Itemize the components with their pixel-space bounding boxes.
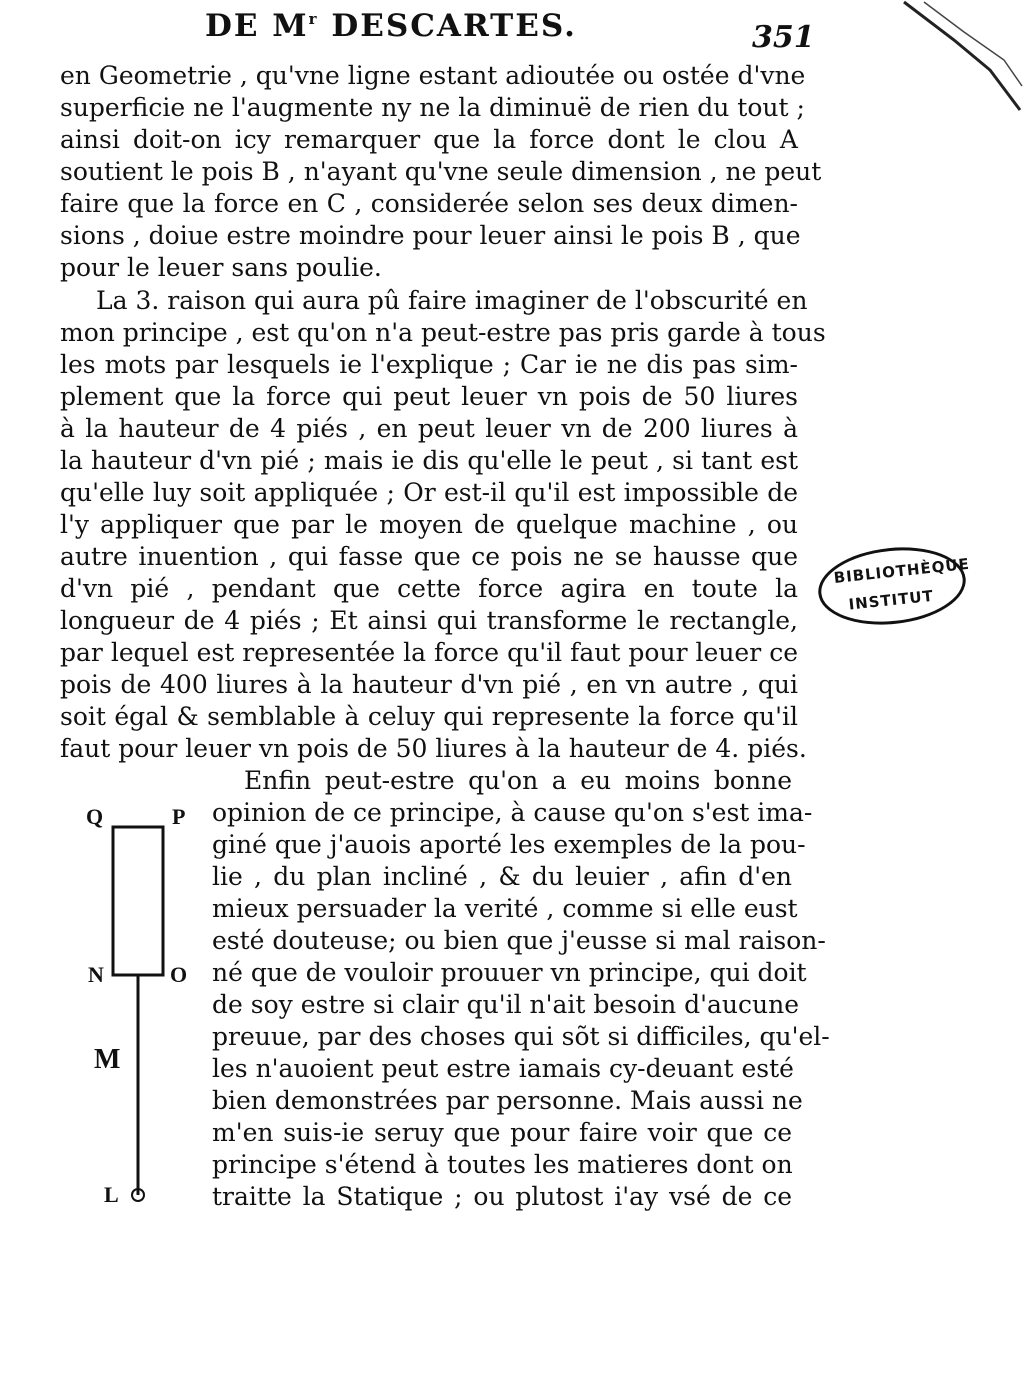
text-line: traitte la Statique ; ou plutost i'ay vsé de ce (212, 1182, 792, 1211)
text-line: esté douteuse; ou bien que j'eusse si mal raison- (212, 926, 826, 955)
text-line: ainsi doit-on icy remarquer que la force dont le clou A (60, 125, 798, 154)
text-line: m'en suis-ie seruy que pour faire voir que ce (212, 1118, 792, 1147)
text-line: lie , du plan incliné , & du leuier , afin d'en (212, 862, 792, 891)
text-line: principe s'étend à toutes les matieres dont on (212, 1150, 793, 1179)
figure-rectangle (113, 827, 163, 975)
text-line: de soy estre si clair qu'il n'ait besoin d'aucune (212, 990, 800, 1019)
text-line: l'y appliquer que par le moyen de quelque machine , ou (60, 510, 798, 539)
figure-drawing (80, 800, 200, 1220)
text-line: plement que la force qui peut leuer vn pois de 50 liures (60, 382, 798, 411)
text-line: d'vn pié , pendant que cette force agira en toute la (60, 574, 798, 603)
text-line: en Geometrie , qu'vne ligne estant adioutée ou ostée d'vne (60, 61, 806, 90)
text-line: pois de 400 liures à la hauteur d'vn pié , en vn autre , qui (60, 670, 798, 699)
text-line: opinion de ce principe, à cause qu'on s'est ima- (212, 798, 813, 827)
text-line: La 3. raison qui aura pû faire imaginer de l'obscurité en (96, 286, 808, 315)
text-line: les n'auoient peut estre iamais cy-deuant esté (212, 1054, 794, 1083)
text-line: pour le leuer sans poulie. (60, 253, 382, 282)
library-stamp (814, 540, 969, 631)
text-line: qu'elle luy soit appliquée ; Or est-il qu'il est impossible de (60, 478, 798, 507)
figure-label-n: N (88, 962, 104, 987)
figure-label-l: L (104, 1182, 119, 1207)
text-line: bien demonstrées par personne. Mais aussi ne (212, 1086, 803, 1115)
text-line: mieux persuader la verité , comme si elle eust (212, 894, 798, 923)
page-number: 351 (752, 20, 815, 55)
text-line: à la hauteur de 4 piés , en peut leuer vn de 200 liures à (60, 414, 798, 443)
figure-label-p: P (172, 804, 186, 829)
stamp-line-2: INSTITUT (847, 586, 935, 614)
text-line: Enfin peut-estre qu'on a eu moins bonne (244, 766, 792, 795)
text-line: superficie ne l'augmente ny ne la diminuë de rien du tout ; (60, 93, 805, 122)
text-line: mon principe , est qu'on n'a peut-estre pas pris garde à tous (60, 318, 826, 347)
text-line: giné que j'auois aporté les exemples de la pou- (212, 830, 806, 859)
figure-label-o: O (170, 962, 188, 987)
text-line: né que de vouloir prouuer vn principe, qui doit (212, 958, 807, 987)
page-edge-scratch-mark (894, 0, 1024, 120)
text-line: faire que la force en C , considerée selon ses deux dimen- (60, 189, 798, 218)
text-line: la hauteur d'vn pié ; mais ie dis qu'elle le peut , si tant est (60, 446, 798, 475)
figure-label-m: M (94, 1044, 121, 1075)
text-line: autre inuention , qui fasse que ce pois ne se hausse que (60, 542, 798, 571)
running-head: DE $M^r$ DESCARTES. (205, 8, 577, 44)
text-line: soutient le pois B , n'ayant qu'vne seule dimension , ne peut (60, 157, 822, 186)
stamp-line-1: BIBLIOTHÈQUE (832, 554, 971, 587)
text-line: sions , doiue estre moindre pour leuer ainsi le pois B , que (60, 221, 801, 250)
text-line: faut pour leuer vn pois de 50 liures à la hauteur de 4. piés. (60, 734, 807, 763)
text-line: soit égal & semblable à celuy qui represente la force qu'il (60, 702, 798, 731)
text-line: par lequel est representée la force qu'il faut pour leuer ce (60, 638, 798, 667)
text-line: preuue, par des choses qui sõt si difficiles, qu'el- (212, 1022, 830, 1051)
text-line: longueur de 4 piés ; Et ainsi qui transforme le rectangle, (60, 606, 798, 635)
figure-label-q: Q (86, 804, 104, 829)
pulley-rectangle-figure (80, 800, 200, 1224)
text-line: les mots par lesquels ie l'explique ; Car ie ne dis pas sim- (60, 350, 798, 379)
